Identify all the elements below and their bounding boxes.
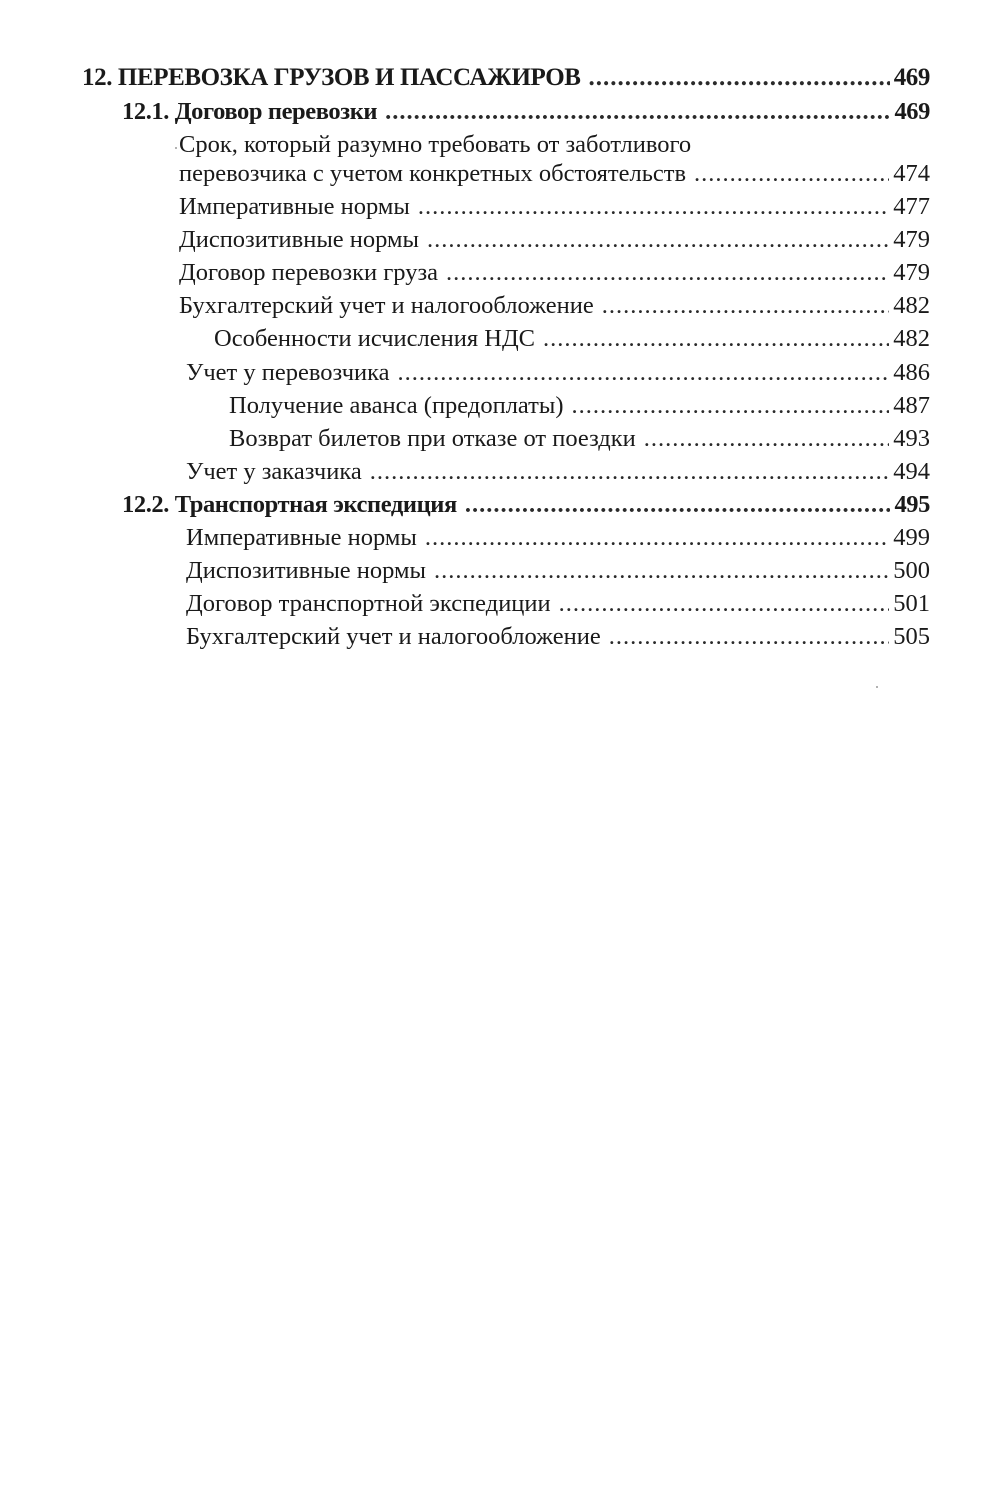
toc-section-label: 12.1. Договор перевозки	[122, 98, 378, 125]
toc-chapter-row	[82, 62, 930, 94]
toc-leader-dots	[589, 62, 890, 94]
toc-page-number: 479	[893, 226, 930, 253]
toc-leader-dots	[427, 224, 889, 256]
scan-speck	[876, 686, 878, 688]
toc-leader-dots	[609, 621, 890, 653]
toc-item-row	[186, 555, 930, 587]
toc-item-label: Учет у заказчика	[186, 458, 362, 485]
toc-item-label: Учет у перевозчика	[186, 359, 390, 386]
toc-page-number: 479	[893, 259, 930, 286]
toc-page-number: 505	[893, 623, 930, 650]
toc-item-row	[179, 224, 930, 256]
toc-item-row	[179, 290, 930, 322]
toc-page-number: 493	[893, 425, 930, 452]
toc-item-label: перевозчика с учетом конкретных обстоятельств	[179, 160, 687, 187]
toc-page-number: 486	[893, 359, 930, 386]
toc-leader-dots	[543, 323, 889, 355]
toc-item-label: Диспозитивные нормы	[179, 226, 420, 253]
toc-item-label: Бухгалтерский учет и налогообложение	[186, 623, 601, 650]
toc-item-label: Договор перевозки груза	[179, 259, 439, 286]
toc-item-label: Особенности исчисления НДС	[214, 325, 536, 352]
toc-item-row	[186, 588, 930, 620]
toc-page-number: 494	[893, 458, 930, 485]
toc-leader-dots	[434, 555, 889, 587]
toc-page-number: 469	[894, 98, 930, 125]
scan-speck	[175, 147, 177, 149]
toc-page-number: 482	[893, 292, 930, 319]
toc-section-row	[122, 489, 930, 521]
toc-leader-dots	[385, 96, 890, 128]
toc-item-row	[214, 323, 930, 355]
toc-item-label: Получение аванса (предоплаты)	[229, 392, 564, 419]
toc-leader-dots	[465, 489, 891, 521]
toc-page-number: 477	[893, 193, 930, 220]
toc-item-label: Императивные нормы	[186, 524, 417, 551]
toc-page-number: 500	[893, 557, 930, 584]
toc-item-row	[229, 390, 930, 422]
toc-page-number: 469	[893, 64, 930, 91]
toc-page-number: 495	[894, 491, 930, 518]
toc-page-number: 499	[893, 524, 930, 551]
toc-item-label: Возврат билетов при отказе от поездки	[229, 425, 636, 452]
toc-item-row	[179, 257, 930, 289]
toc-item-label: Бухгалтерский учет и налогообложение	[179, 292, 594, 319]
toc-section-row	[122, 96, 930, 128]
toc-leader-dots	[571, 390, 889, 422]
toc-item-row	[186, 456, 930, 488]
toc-item-label: Договор транспортной экспедиции	[186, 590, 551, 617]
toc-leader-dots	[446, 257, 889, 289]
toc-leader-dots	[425, 522, 889, 554]
toc-page-number: 482	[893, 325, 930, 352]
toc-page-number: 501	[893, 590, 930, 617]
toc-item-label: Диспозитивные нормы	[186, 557, 427, 584]
toc-leader-dots	[559, 588, 890, 620]
toc-section-label: 12.2. Транспортная экспедиция	[122, 491, 457, 518]
toc-leader-dots	[644, 423, 889, 455]
toc-page-number: 474	[893, 160, 930, 187]
toc-leader-dots	[602, 290, 890, 322]
toc-item-row	[229, 423, 930, 455]
toc-leader-dots	[418, 191, 889, 223]
toc-item-row	[186, 357, 930, 389]
toc-leader-dots	[370, 456, 890, 488]
toc-item-row	[179, 158, 930, 190]
toc-item-row	[186, 621, 930, 653]
toc-item-first-line: Срок, который разумно требовать от заботливого	[179, 131, 692, 158]
toc-page-number: 487	[893, 392, 930, 419]
toc-chapter-label: 12. ПЕРЕВОЗКА ГРУЗОВ И ПАССАЖИРОВ	[82, 64, 581, 91]
toc-item-row	[179, 191, 930, 223]
toc-item-row	[186, 522, 930, 554]
toc-leader-dots	[398, 357, 890, 389]
toc-item-label: Императивные нормы	[179, 193, 410, 220]
toc-leader-dots	[694, 158, 889, 190]
